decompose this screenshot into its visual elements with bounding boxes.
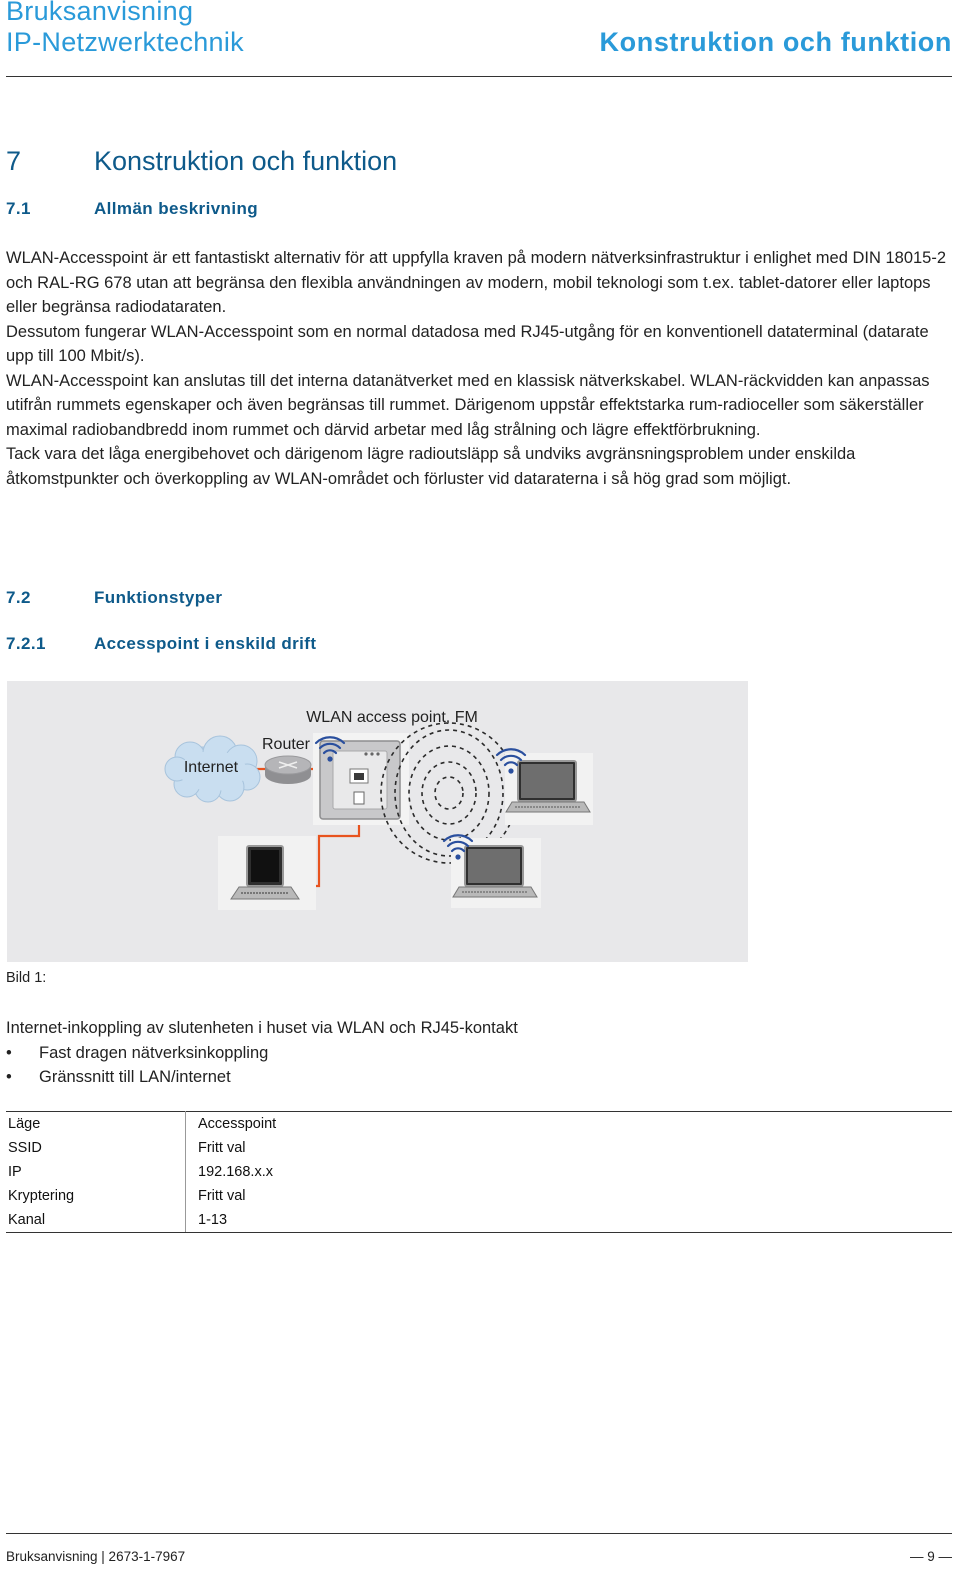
page-header — [6, 0, 952, 77]
chapter-number: 7 — [6, 146, 22, 176]
table-row — [6, 1160, 952, 1184]
access-point-device-icon — [313, 733, 409, 825]
paragraph: WLAN-Accesspoint är ett fantastiskt alternativ för att uppfylla kraven på modern nätverksinfrastruktur i enlighet med DIN 18015-2 och RAL-RG 678 utan att begränsa den flexibla användningen av modern, mobil teknologi som t.ex. tablet-datorer eller laptops eller begränsa radiodataraten. — [6, 249, 947, 316]
paragraph: Tack vara det låga energibehovet och därigenom lägre radioutsläpp så undviks avgränsningsproblem under enskilda åtkomstpunkter och överkoppling av WLAN-området och förluster vid dataraterna i så hög grad som möjligt. — [6, 445, 856, 488]
table-row — [6, 1184, 952, 1208]
router-icon — [265, 756, 311, 784]
header-section: Konstruktion och funktion — [599, 27, 952, 57]
laptop-wired-icon — [218, 836, 316, 910]
laptop-right-icon — [505, 753, 593, 825]
section-number: 7.1 — [6, 199, 31, 218]
internet-label: Internet — [183, 759, 239, 776]
table-row — [6, 1112, 952, 1137]
footer-doc-id: Bruksanvisning | 2673-1-7967 — [6, 1549, 186, 1564]
section-number: 7.2.1 — [6, 634, 46, 653]
page-footer — [6, 1533, 952, 1574]
table-key: IP — [6, 1160, 186, 1184]
paragraph: WLAN-Accesspoint kan anslutas till det interna datanätverket med en klassisk nätverkskabel. WLAN-räckvidden kan anpassas utifrån rummets egenskaper och även begränsas till rummet. Därigenom uppstår effektstarka rum-radioceller som säkerställer maximal radiobandbredd inom rummet och därvid arbetar med låg strålning och lägre effektförbrukning. — [6, 371, 930, 439]
section-number: 7.2 — [6, 588, 31, 607]
figure-caption: Bild 1: — [6, 970, 47, 986]
section-title: Allmän beskrivning — [94, 199, 259, 218]
table-key: SSID — [6, 1136, 186, 1160]
laptop-middle-icon — [451, 838, 541, 908]
table-value: Accesspoint — [186, 1112, 953, 1137]
section-title: Accesspoint i enskild drift — [94, 634, 317, 653]
table-key: Kryptering — [6, 1184, 186, 1208]
section-title: Funktionstyper — [94, 588, 223, 607]
spec-table — [6, 1111, 952, 1233]
ap-label: WLAN access point, FM — [306, 709, 478, 726]
bullet-text: Fast dragen nätverksinkoppling — [39, 1043, 269, 1062]
bullet-item — [6, 1041, 518, 1066]
description-text: Internet-inkoppling av slutenheten i huset via WLAN och RJ45-kontakt — [6, 1019, 518, 1037]
chapter-title: Konstruktion och funktion — [94, 146, 398, 176]
body-text — [6, 246, 952, 491]
table-value: Fritt val — [198, 1140, 246, 1156]
bullet-icon: • — [6, 1068, 12, 1086]
router-label: Router — [261, 736, 311, 753]
table-value: 1-13 — [186, 1208, 953, 1233]
figure-description — [6, 1016, 518, 1090]
header-subtitle: IP-Netzwerktechnik — [6, 27, 244, 57]
paragraph: Dessutom fungerar WLAN-Accesspoint som en normal datadosa med RJ45-utgång för en konventionell dataterminal (datarate upp till 100 Mbit/s). — [6, 322, 929, 365]
table-key: Läge — [6, 1112, 186, 1137]
bullet-icon: • — [6, 1043, 12, 1062]
bullet-item — [6, 1065, 518, 1090]
table-key: Kanal — [6, 1208, 186, 1233]
table-row — [6, 1136, 952, 1160]
page-number: — 9 — — [909, 1549, 952, 1564]
table-row — [6, 1208, 952, 1233]
network-diagram — [7, 681, 748, 962]
table-value: Fritt val — [198, 1188, 246, 1204]
table-value: 192.168.x.x — [198, 1164, 273, 1180]
header-title: Bruksanvisning — [6, 0, 194, 26]
bullet-text: Gränssnitt till LAN/internet — [39, 1068, 231, 1086]
